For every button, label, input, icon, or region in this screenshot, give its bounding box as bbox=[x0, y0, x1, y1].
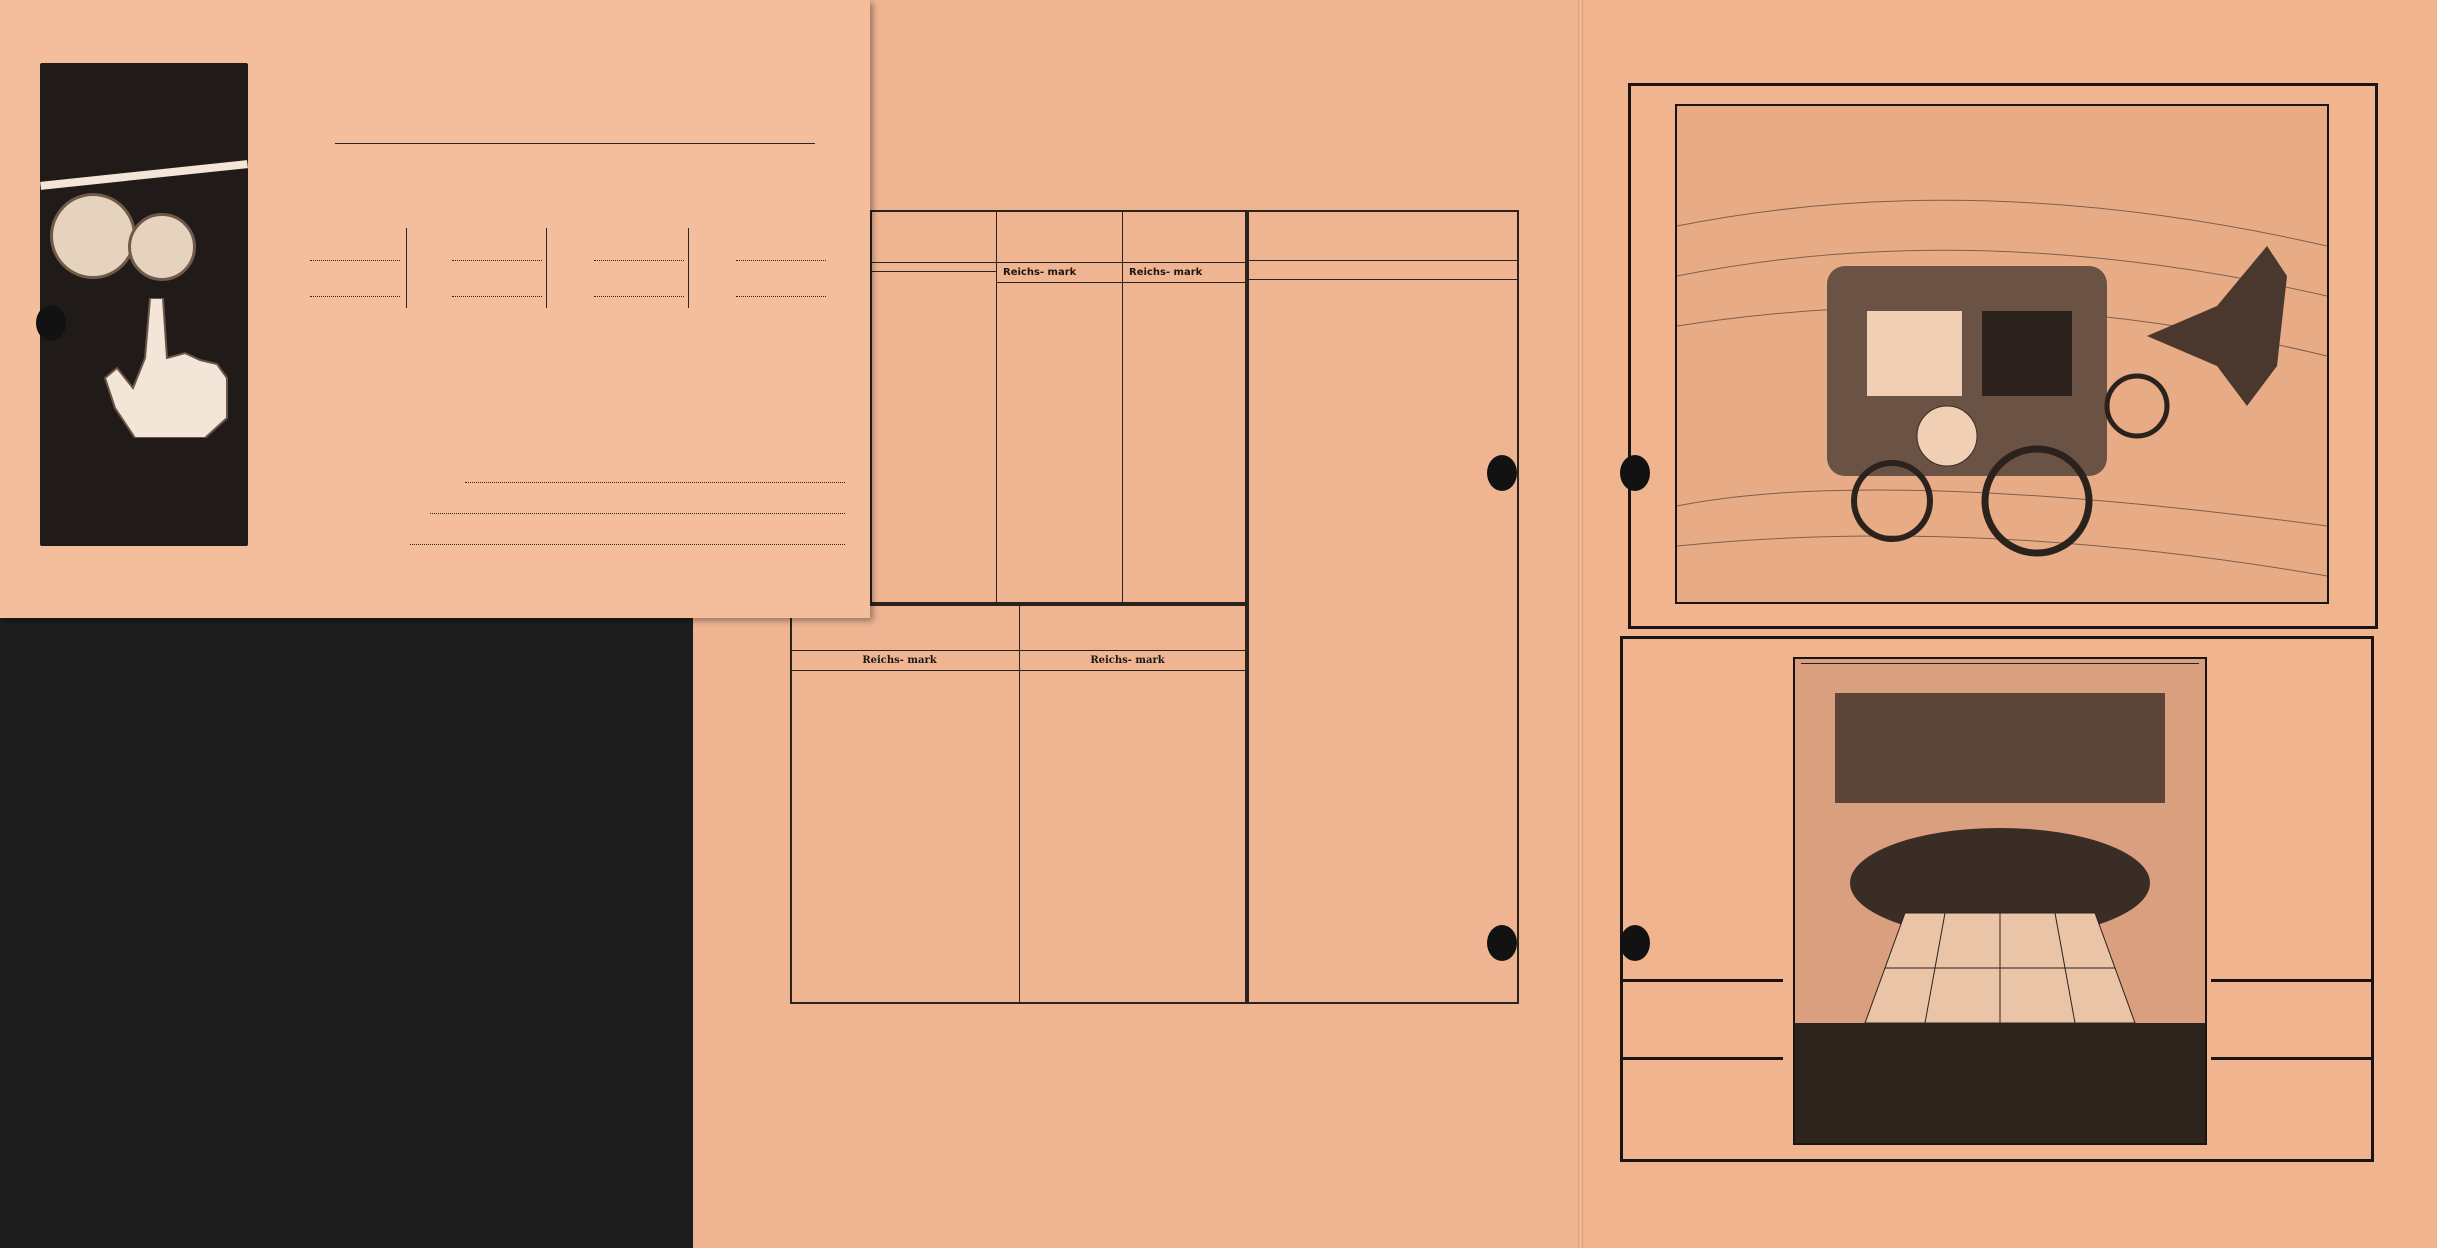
punch-hole bbox=[36, 305, 66, 341]
strasse-field[interactable] bbox=[410, 544, 845, 545]
card-side-note-container bbox=[270, 370, 310, 550]
pointing-hand-icon bbox=[95, 298, 235, 438]
punch-hole bbox=[1620, 925, 1650, 961]
address-underline bbox=[335, 143, 815, 144]
class-1-column bbox=[872, 212, 997, 604]
punch-hole bbox=[1487, 925, 1517, 961]
ticket-number-grid bbox=[276, 228, 836, 308]
lottery-drawing-engraving bbox=[1793, 657, 2207, 1145]
rule-left-top bbox=[1623, 979, 1783, 982]
coin-2-reichsmark bbox=[50, 193, 136, 279]
top-illustration-frame bbox=[1628, 83, 2378, 629]
classes-4-5-table bbox=[790, 602, 1249, 1004]
logo-underline bbox=[40, 160, 248, 190]
page-fold bbox=[1578, 0, 1583, 1248]
engraving-image bbox=[1795, 683, 2205, 1143]
rule-right-bottom bbox=[2211, 1057, 2371, 1060]
class-3-column: Reichs- mark bbox=[1123, 212, 1247, 604]
bottom-illustration-frame bbox=[1620, 636, 2374, 1162]
classes-1-3-table bbox=[870, 210, 1249, 606]
punch-hole bbox=[1487, 455, 1517, 491]
order-card bbox=[0, 0, 870, 618]
coin-50-pfennig bbox=[128, 213, 196, 281]
class-5-column: Reichs- mark bbox=[1020, 604, 1247, 1002]
wohnort-field[interactable] bbox=[430, 513, 845, 514]
rule-left-bottom bbox=[1623, 1057, 1783, 1060]
rule-right-top bbox=[2211, 979, 2371, 982]
class-6-table bbox=[1245, 210, 1519, 1004]
punch-hole bbox=[1620, 455, 1650, 491]
name-beruf-field[interactable] bbox=[465, 482, 845, 483]
class-4-column: Reichs- mark bbox=[792, 604, 1020, 1002]
engraving-title bbox=[1801, 663, 2199, 664]
carriage-image bbox=[1677, 106, 2327, 602]
carriage-illustration bbox=[1675, 104, 2329, 604]
class-2-column: Reichs- mark bbox=[997, 212, 1123, 604]
nur-fuer-los-logo bbox=[40, 63, 248, 546]
